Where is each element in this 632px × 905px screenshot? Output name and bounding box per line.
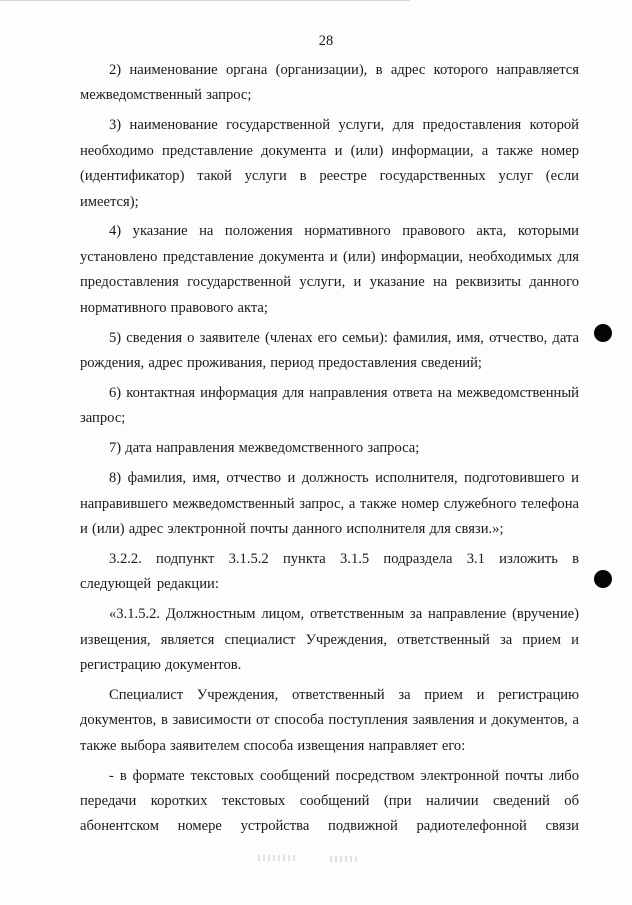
paragraph-item-4: 4) указание на положения нормативного правового акта, которыми установлено представление документа и (или) информации, необходимых для предоставления государственной услуги, и указание на реквизиты данного нормативного правового акта; — [80, 223, 579, 316]
paragraph-item-6: 6) контактная информация для направления ответа на межведомственный запрос; — [80, 384, 579, 427]
scan-edge-line — [0, 0, 410, 1]
paragraph-specialist: Специалист Учреждения, ответственный за прием и регистрацию документов, в зависимости от способа поступления заявления и документов, а также выбора заявителем способа извещения направляет его: — [80, 686, 579, 754]
paragraph-item-3: 3) наименование государственной услуги, для предоставления которой необходимо представление документа и (или) информации, а также номер (идентификатор) такой услуги в реестре государственных услуг (если имеется); — [80, 117, 579, 210]
paragraph-text-messages: - в формате текстовых сообщений посредством электронной почты либо передачи коротких текстовых сообщений (при наличии сведений об абонентском номере устройства подвижной радиотелефонной связи — [80, 767, 579, 835]
paragraph-item-2: 2) наименование органа (организации), в адрес которого направляется межведомственный запрос; — [80, 62, 579, 104]
paragraph-subclause-3-2-2: 3.2.2. подпункт 3.1.5.2 пункта 3.1.5 подраздела 3.1 изложить в следующей редакции: — [80, 550, 579, 593]
punch-hole-top — [594, 324, 612, 342]
page-number: 28 — [318, 33, 334, 49]
document-body — [80, 58, 579, 844]
punch-hole-bottom — [594, 570, 612, 588]
scan-artifact — [330, 856, 360, 862]
paragraph-item-8: 8) фамилия, имя, отчество и должность исполнителя, подготовившего и направившего межведомственный запрос, а также номер служебного телефона и (или) адрес электронной почты данного исполнителя для связи.»; — [80, 470, 579, 537]
scan-artifact — [258, 855, 296, 861]
paragraph-item-7: 7) дата направления межведомственного запроса; — [109, 440, 420, 457]
paragraph-clause-3-1-5-2: «3.1.5.2. Должностным лицом, ответственным за направление (вручение) извещения, является специалист Учреждения, ответственный за прием и регистрацию документов. — [80, 606, 579, 673]
paragraph-item-5: 5) сведения о заявителе (членах его семьи): фамилия, имя, отчество, дата рождения, адрес проживания, период предоставления сведений; — [80, 329, 579, 371]
